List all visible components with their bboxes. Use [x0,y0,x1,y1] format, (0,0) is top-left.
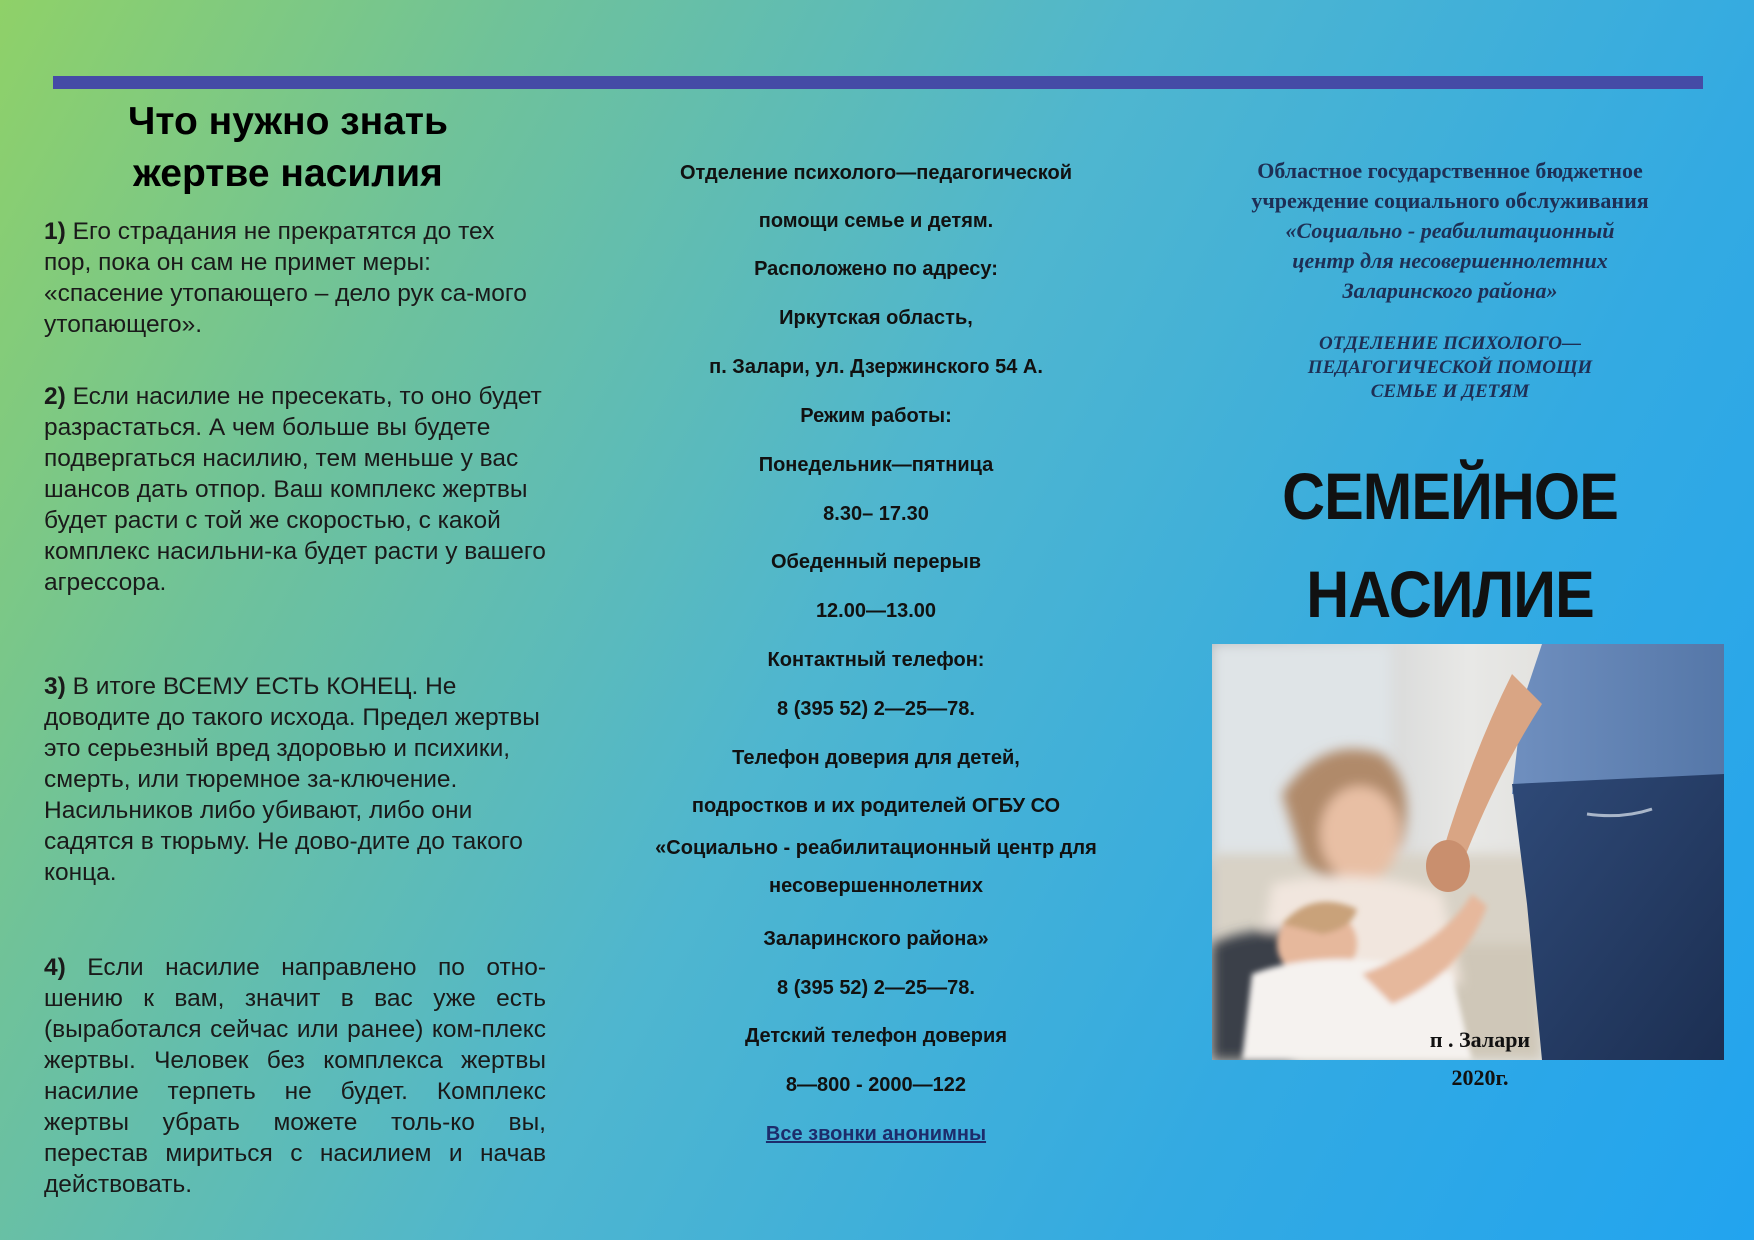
advice-text: Если насилие направлено по отно-шению к вам, значит в вас уже есть (выработался сейчас или ранее) ком-плекс жертвы. Человек без комплекса жертвы насилие терпеть не будет. Комплекс жертвы убрать можете толь-ко вы, перестав мириться с насилием и начав действовать. [44,954,546,1198]
advice-point-1 [44,216,546,340]
department-name-cont: помощи семье и детям. [758,210,994,232]
hotline-org-cont: несовершеннолетних [769,875,983,897]
advice-text: Если насилие не пресекать, то оно будет разрастаться. А чем больше вы будете подвергаться насилию, тем меньше у вас шансов дать отпор. Ваш комплекс жертвы будет расти с той же скоростью, с какой комплекс насильни-ка будет расти у вашего агрессора. [44,383,546,596]
org-name-line-5: Заларинского района» [1342,278,1558,303]
lunch-heading: Обеденный перерыв [770,551,982,573]
hotline-heading-cont: подростков и их родителей ОГБУ СО [691,795,1061,817]
address-street: п. Залари, ул. Дзержинского 54 А. [709,356,1043,378]
org-name-line-1: Областное государственное бюджетное [1257,158,1643,183]
department-name: Отделение психолого—педагогической [679,162,1073,184]
phone-number: 8 (395 52) 2—25—78. [777,698,975,720]
advice-number: 4) [44,954,66,981]
hours-heading: Режим работы: [800,405,952,427]
left-title-line-2: жертве насилия [133,152,443,195]
cover-title-line-2: НАСИЛИЕ [1306,557,1594,631]
anonymous-note-link[interactable]: Все звонки анонимны [765,1123,987,1145]
dept-line-2: ПЕДАГОГИЧЕСКОЙ ПОМОЩИ [1307,357,1593,378]
hours-time: 8.30– 17.30 [823,503,929,525]
hotline-phone: 8 (395 52) 2—25—78. [777,977,975,999]
advice-number: 2) [44,383,66,410]
hotline-org: «Социально - реабилитационный центр для [655,837,1097,859]
left-panel [44,96,546,1198]
publication-year: 2020г. [1451,1065,1509,1090]
advice-text: Его страдания не прекратятся до тех пор, пока он сам не примет меры: «спасение утопающего – дело рук са-мого утопающего». [44,218,527,338]
top-divider [53,76,1703,89]
dept-line-3: СЕМЬЕ И ДЕТЯМ [1370,381,1530,402]
advice-number: 3) [44,673,66,700]
cover-photo [1212,644,1724,1060]
left-title-line-1: Что нужно знать [128,100,448,143]
address-region: Иркутская область, [779,307,973,329]
lunch-time: 12.00—13.00 [815,600,937,622]
cover-title-line-1: СЕМЕЙНОЕ [1282,459,1618,533]
town-name: п . Залари [1429,1027,1531,1052]
org-name-line-4: центр для несовершеннолетних [1292,248,1608,273]
child-hotline-phone: 8—800 - 2000—122 [785,1074,967,1096]
advice-point-3 [44,671,546,888]
family-violence-photo-illustration [1212,644,1724,1060]
advice-point-4 [44,952,546,1200]
dept-line-1: ОТДЕЛЕНИЕ ПСИХОЛОГО— [1318,333,1582,354]
phone-heading: Контактный телефон: [767,649,985,671]
advice-point-2 [44,381,546,598]
address-heading: Расположено по адресу: [754,258,998,280]
hours-days: Понедельник—пятница [758,454,994,476]
org-name-line-3: «Социально - реабилитационный [1285,218,1615,243]
hotline-org-district: Заларинского района» [763,928,989,950]
advice-text: В итоге ВСЕМУ ЕСТЬ КОНЕЦ. Не доводите до такого исхода. Предел жертвы это серьезный вред здоровью и психики, смерть, или тюремное за-ключение. Насильников либо убивают, либо они садятся в тюрьму. Не дово-дите до такого конца. [44,673,540,886]
left-title [30,96,546,200]
hotline-heading: Телефон доверия для детей, [732,747,1020,769]
child-hotline-heading: Детский телефон доверия [745,1025,1007,1047]
org-name-line-2: учреждение социального обслуживания [1251,188,1649,213]
advice-number: 1) [44,218,66,245]
